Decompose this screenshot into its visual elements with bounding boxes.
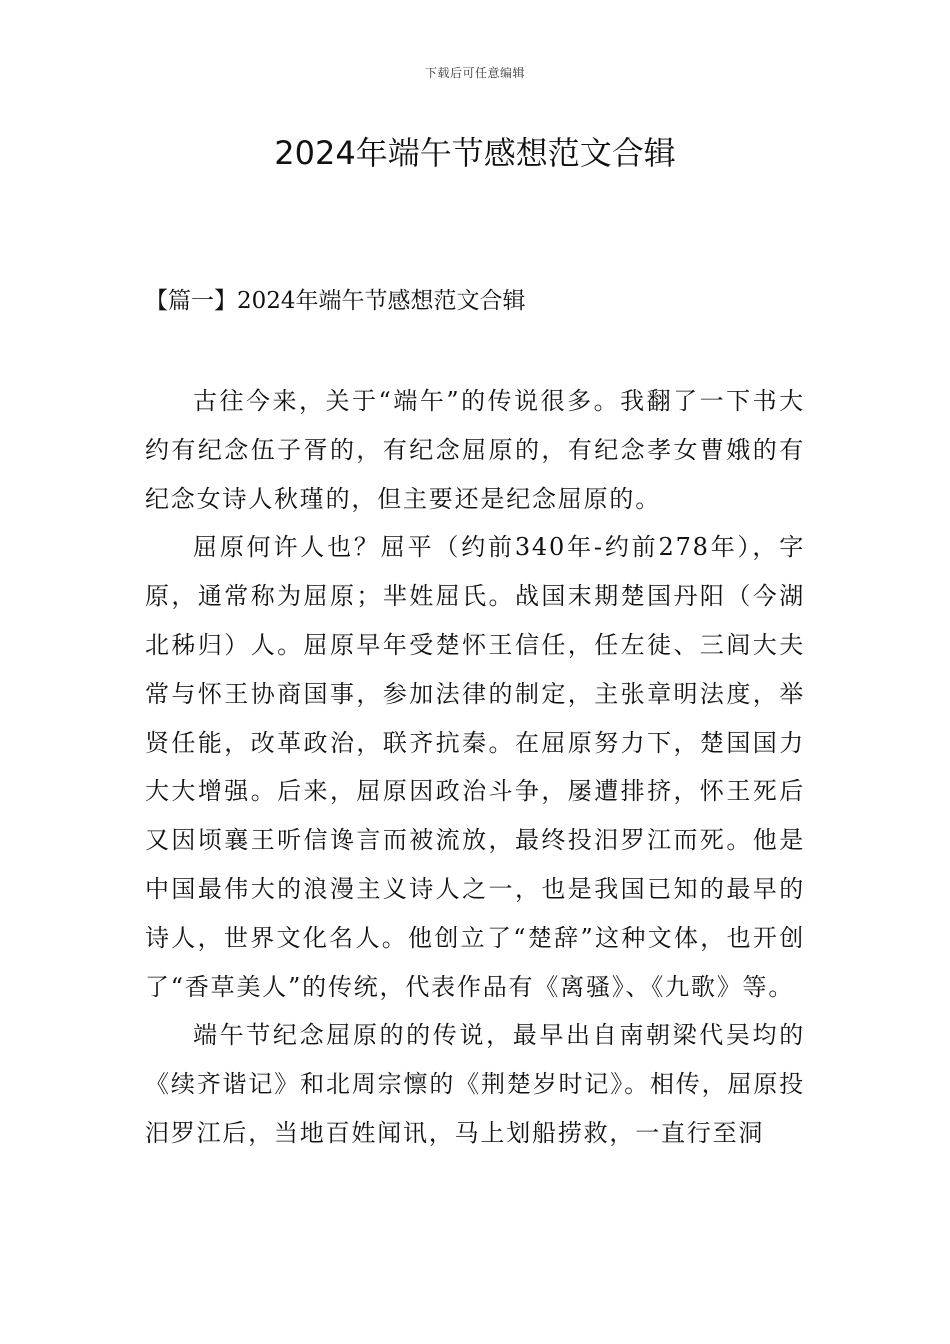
header-note: 下载后可任意编辑 [424, 66, 525, 80]
document-title: 2024年端午节感想范文合辑 [274, 134, 676, 172]
section-heading: 【篇一】2024年端午节感想范文合辑 [145, 288, 526, 314]
paragraph-2: 屈原何许人也？屈平（约前340年-约前278年），字原，通常称为屈原；芈姓屈氏。战国末期楚国丹阳（今湖北秭归）人。屈原早年受楚怀王信任，任左徒、三闾大夫常与怀王协商国事，参加法律的制定，主张章明法度，举贤任能，改革政治，联齐抗秦。在屈原努力下，楚国国力大大增强。后来，屈原因政治斗争，屡遭排挤，怀王死后又因顷襄王听信谗言而被流放，最终投汨罗江而死。他是中国最伟大的浪漫主义诗人之一，也是我国已知的最早的诗人，世界文化名人。他创立了“楚辞”这种文体，也开创了“香草美人”的传统，代表作品有《离骚》、《九歌》等。 [145, 533, 805, 1001]
document-body [145, 377, 805, 1158]
paragraph-3: 端午节纪念屈原的的传说，最早出自南朝梁代吴均的《续齐谐记》和北周宗懔的《荆楚岁时记》。相传，屈原投汨罗江后，当地百姓闻讯，马上划船捞救，一直行至洞 [145, 1021, 805, 1147]
paragraph-1: 古往今来，关于“端午”的传说很多。我翻了一下书大约有纪念伍子胥的，有纪念屈原的，有纪念孝女曹娥的有纪念女诗人秋瑾的，但主要还是纪念屈原的。 [145, 387, 805, 513]
